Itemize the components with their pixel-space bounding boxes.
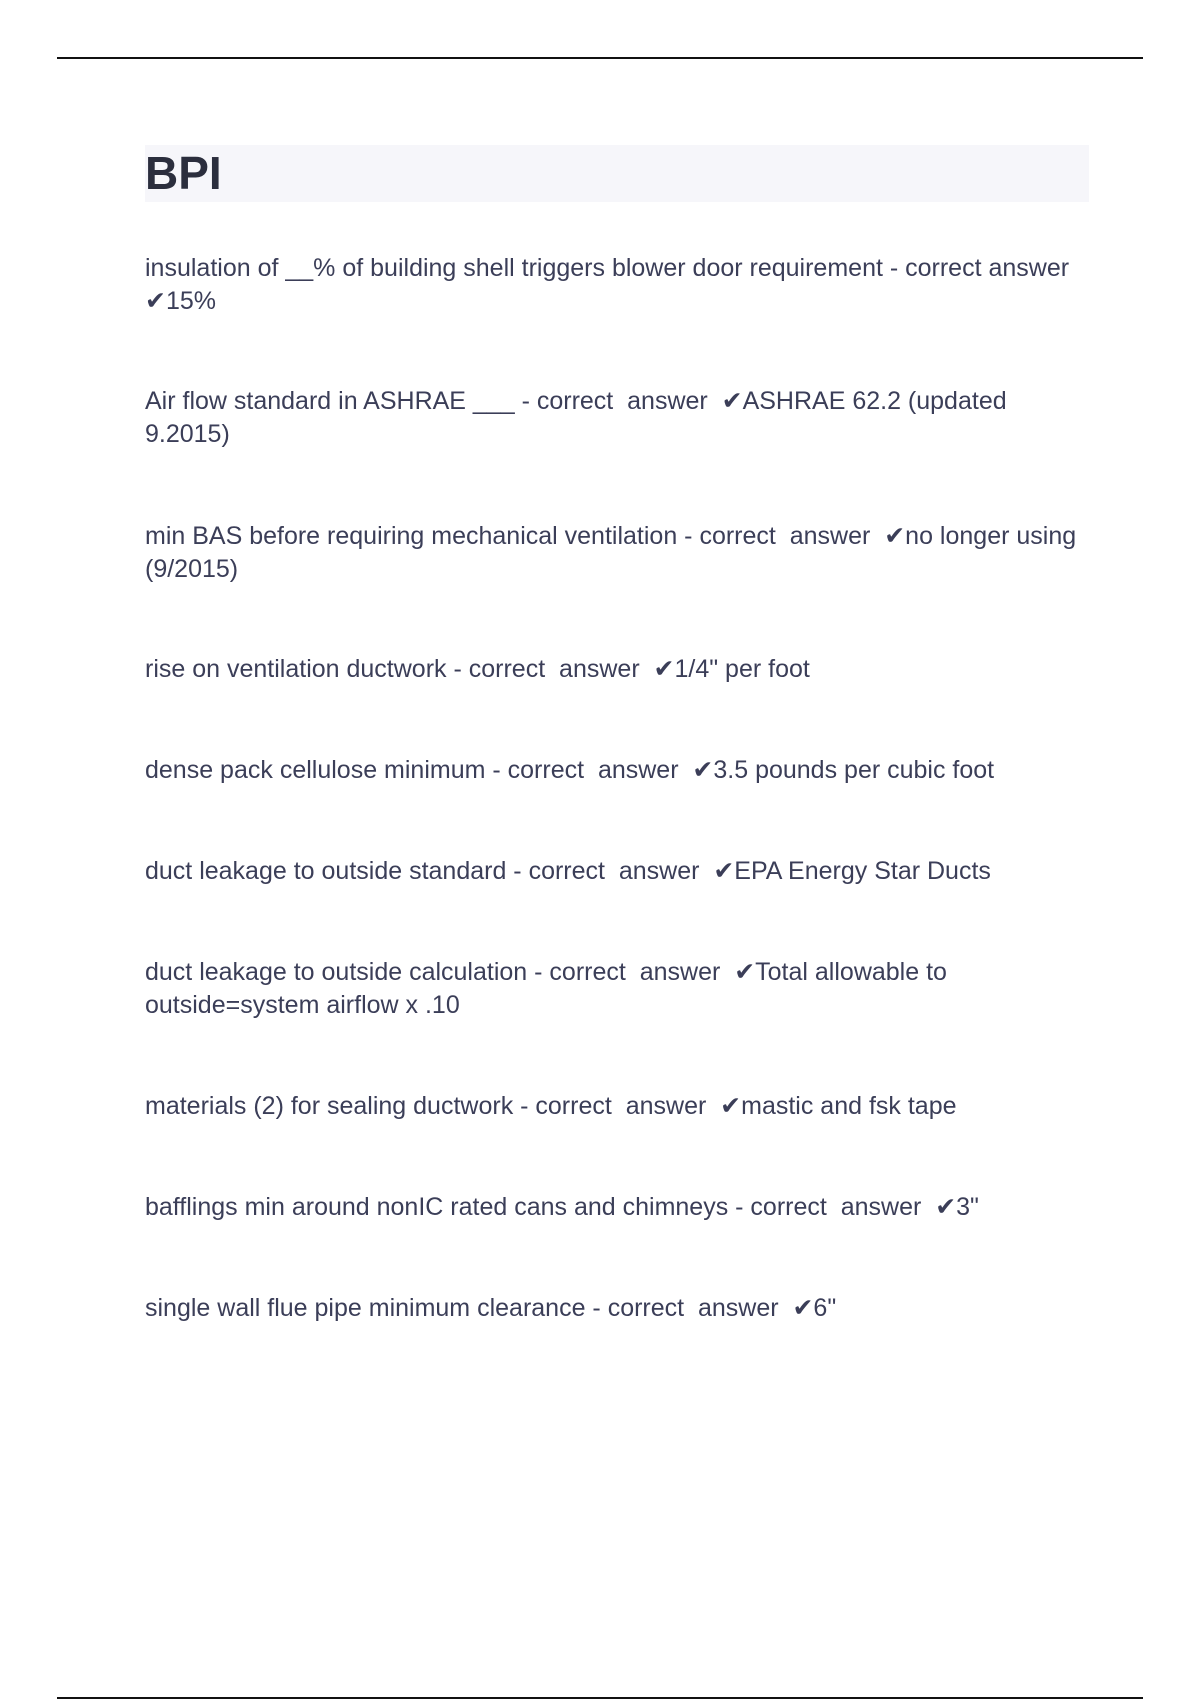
qa-item: rise on ventilation ductwork - correct answer ✔1/4" per foot: [145, 655, 810, 683]
qa-item: duct leakage to outside standard - correct answer ✔EPA Energy Star Ducts: [145, 857, 991, 885]
qa-item: min BAS before requiring mechanical ventilation - correct answer ✔no longer using (9/2015): [145, 522, 1084, 583]
qa-item: materials (2) for sealing ductwork - correct answer ✔mastic and fsk tape: [145, 1092, 957, 1120]
qa-item: insulation of __% of building shell triggers blower door requirement - correct answer ✔15%: [145, 254, 1083, 315]
qa-item: single wall flue pipe minimum clearance - correct answer ✔6": [145, 1294, 837, 1322]
footer-rule: [57, 1697, 1143, 1699]
qa-item: bafflings min around nonIC rated cans and chimneys - correct answer ✔3": [145, 1193, 979, 1221]
page-title: BPI: [145, 147, 222, 199]
qa-item: dense pack cellulose minimum - correct answer ✔3.5 pounds per cubic foot: [145, 756, 995, 784]
header-rule: [57, 57, 1143, 59]
title-band: [145, 145, 1089, 202]
qa-item: Air flow standard in ASHRAE ___ - correct answer ✔ASHRAE 62.2 (updated 9.2015): [145, 387, 1014, 448]
qa-item: duct leakage to outside calculation - correct answer ✔Total allowable to outside=system airflow x .10: [145, 958, 954, 1019]
